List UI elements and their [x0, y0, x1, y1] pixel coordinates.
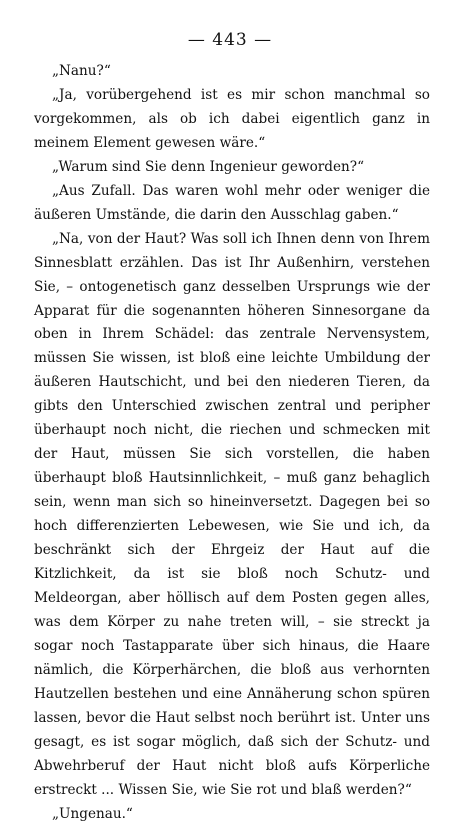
body-text: [34, 60, 430, 827]
paragraph: „Warum sind Sie denn Ingenieur geworden?“: [52, 158, 365, 175]
paragraph: „Nanu?“: [52, 63, 111, 79]
paragraph: „Na, von der Haut? Was soll ich Ihnen denn von Ihrem Sinnesblatt erzählen. Das ist Ihr Außenhirn, verstehen Sie, – ontogenetisch ganz desselben Ursprungs wie der Apparat für die sogenannten höheren Sinnesorgane da oben in Ihrem Schädel: das zentrale Nervensystem, müssen Sie wissen, ist bloß eine leichte Umbildung der äußeren Hautschicht, und bei den niederen Tieren, da gibts den Unterschied zwischen zentral und peripher überhaupt noch nicht, die riechen und schmecken mit der Haut, müssen Sie sich vorstellen, die haben überhaupt bloß Hautsinnlichkeit, – muß ganz behaglich sein, wenn man sich so hineinversetzt. Dagegen bei so hoch differenzierten Lebewesen, wie Sie und ich, da beschränkt sich der Ehrgeiz der Haut auf die Kitzlichkeit, da ist sie bloß noch Schutz- und Meldeorgan, aber höllisch auf dem Posten gegen alles, was dem Körper zu nahe treten will, – sie streckt ja sogar noch Tastapparate über sich hinaus, die Haare nämlich, die Körperhärchen, die bloß aus verhornten Hautzellen bestehen und eine Annäherung schon spüren lassen, bevor die Haut selbst noch berührt ist. Unter uns gesagt, es ist sogar möglich, daß sich der Schutz- und Abwehrberuf der Haut nicht bloß aufs Körperliche erstreckt ... Wissen Sie, wie Sie rot und blaß werden?“: [34, 230, 430, 798]
paragraph: „Aus Zufall. Das waren wohl mehr oder weniger die äußeren Umstände, die darin den Ausschlag gaben.“: [34, 182, 430, 223]
paragraph: „Ja, vorübergehend ist es mir schon manchmal so vorgekommen, als ob ich dabei eigentlich ganz in meinem Element gewesen wäre.“: [34, 86, 430, 151]
paragraph: „Ungenau.“: [52, 805, 133, 822]
page-number: — 443 —: [187, 30, 273, 50]
